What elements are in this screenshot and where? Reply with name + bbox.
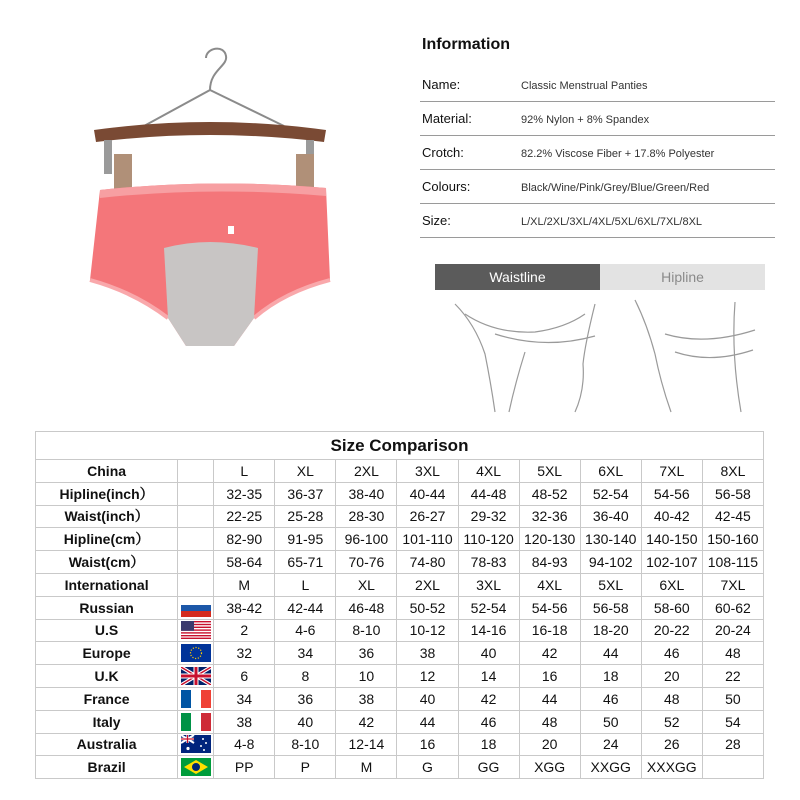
info-label: Material: — [422, 111, 472, 126]
size-row-label: U.K — [36, 665, 178, 688]
size-cell: 18 — [580, 665, 641, 688]
information-panel — [420, 36, 775, 238]
size-cell: 32-35 — [214, 482, 275, 505]
size-cell: 8 — [275, 665, 336, 688]
size-cell: 48 — [702, 642, 763, 665]
size-row — [36, 642, 764, 665]
size-cell: 16-18 — [519, 619, 580, 642]
size-row-label: Italy — [36, 710, 178, 733]
size-cell: 58-60 — [641, 596, 702, 619]
size-row-label: Europe — [36, 642, 178, 665]
size-cell: 25-28 — [275, 505, 336, 528]
size-row — [36, 528, 764, 551]
size-cell: 42 — [519, 642, 580, 665]
size-cell: 8XL — [702, 460, 763, 483]
size-cell: 22-25 — [214, 505, 275, 528]
size-cell: 40 — [275, 710, 336, 733]
size-cell: 50 — [580, 710, 641, 733]
size-cell: 10 — [336, 665, 397, 688]
info-label: Colours: — [422, 179, 471, 194]
size-cell: L — [275, 573, 336, 596]
size-cell: 46 — [641, 642, 702, 665]
size-cell: M — [336, 756, 397, 779]
size-cell: 120-130 — [519, 528, 580, 551]
size-cell: 44-48 — [458, 482, 519, 505]
size-cell: 50-52 — [397, 596, 458, 619]
size-row — [36, 482, 764, 505]
size-cell: G — [397, 756, 458, 779]
size-cell: 84-93 — [519, 551, 580, 574]
australia-flag-icon — [178, 733, 214, 756]
size-cell: 42 — [336, 710, 397, 733]
size-cell: XL — [336, 573, 397, 596]
size-cell: 108-115 — [702, 551, 763, 574]
size-cell: 4XL — [458, 460, 519, 483]
size-cell: 34 — [275, 642, 336, 665]
size-cell: 46-48 — [336, 596, 397, 619]
flag-cell — [178, 460, 214, 483]
size-cell: 38 — [397, 642, 458, 665]
size-cell: 42-45 — [702, 505, 763, 528]
info-row-colours — [420, 170, 775, 204]
size-cell: 16 — [397, 733, 458, 756]
size-cell: 32-36 — [519, 505, 580, 528]
size-row — [36, 710, 764, 733]
size-cell: L — [214, 460, 275, 483]
size-cell: 20 — [519, 733, 580, 756]
size-cell: XL — [275, 460, 336, 483]
measurement-illustration — [435, 294, 775, 414]
size-cell: 40-44 — [397, 482, 458, 505]
flag-cell — [178, 528, 214, 551]
size-cell: 150-160 — [702, 528, 763, 551]
size-cell: 18 — [458, 733, 519, 756]
size-cell: 40 — [397, 687, 458, 710]
size-row — [36, 756, 764, 779]
size-row-label: Russian — [36, 596, 178, 619]
size-cell: 6XL — [641, 573, 702, 596]
size-cell: 4XL — [519, 573, 580, 596]
size-cell: XXXGG — [641, 756, 702, 779]
size-cell: 14-16 — [458, 619, 519, 642]
size-cell: 16 — [519, 665, 580, 688]
size-cell: 65-71 — [275, 551, 336, 574]
size-cell: 36-40 — [580, 505, 641, 528]
size-cell: 12-14 — [336, 733, 397, 756]
size-cell: 36 — [275, 687, 336, 710]
size-cell: 18-20 — [580, 619, 641, 642]
size-cell: 20-22 — [641, 619, 702, 642]
size-row-label: China — [36, 460, 178, 483]
size-cell: PP — [214, 756, 275, 779]
size-cell: 20-24 — [702, 619, 763, 642]
size-cell: 2XL — [336, 460, 397, 483]
size-cell: 32 — [214, 642, 275, 665]
size-cell: 36-37 — [275, 482, 336, 505]
size-cell: 6 — [214, 665, 275, 688]
size-cell: 48 — [519, 710, 580, 733]
size-cell: XXGG — [580, 756, 641, 779]
size-cell: 24 — [580, 733, 641, 756]
size-cell: 14 — [458, 665, 519, 688]
size-cell: 110-120 — [458, 528, 519, 551]
measurement-tabs — [435, 264, 765, 290]
size-cell: 38 — [214, 710, 275, 733]
size-row-label: Hipline(inch） — [36, 482, 178, 505]
info-row-size — [420, 204, 775, 238]
info-row-material — [420, 102, 775, 136]
size-cell: GG — [458, 756, 519, 779]
info-label: Crotch: — [422, 145, 464, 160]
size-cell: 44 — [397, 710, 458, 733]
information-title: Information — [422, 36, 510, 53]
size-cell: 48-52 — [519, 482, 580, 505]
size-cell: 3XL — [397, 460, 458, 483]
size-cell: 70-76 — [336, 551, 397, 574]
size-cell: 26-27 — [397, 505, 458, 528]
info-row-crotch — [420, 136, 775, 170]
size-cell: 26 — [641, 733, 702, 756]
size-cell: 56-58 — [580, 596, 641, 619]
size-cell: 82-90 — [214, 528, 275, 551]
size-cell: 36 — [336, 642, 397, 665]
size-cell: 5XL — [580, 573, 641, 596]
size-cell: 50 — [702, 687, 763, 710]
size-cell: 101-110 — [397, 528, 458, 551]
flag-cell — [178, 482, 214, 505]
size-cell: P — [275, 756, 336, 779]
size-cell: 58-64 — [214, 551, 275, 574]
size-row — [36, 505, 764, 528]
size-cell: 2 — [214, 619, 275, 642]
size-cell: 52 — [641, 710, 702, 733]
size-cell: 38-42 — [214, 596, 275, 619]
size-cell: 7XL — [641, 460, 702, 483]
size-cell: 42-44 — [275, 596, 336, 619]
info-value: Classic Menstrual Panties — [521, 80, 648, 92]
size-cell: 2XL — [397, 573, 458, 596]
tab-waistline[interactable]: Waistline — [435, 264, 600, 290]
size-cell: 40-42 — [641, 505, 702, 528]
size-cell: 8-10 — [336, 619, 397, 642]
size-cell: 94-102 — [580, 551, 641, 574]
size-row-label: U.S — [36, 619, 178, 642]
size-cell: 52-54 — [458, 596, 519, 619]
size-row-label: International — [36, 573, 178, 596]
size-comparison-table — [35, 431, 764, 779]
size-row — [36, 460, 764, 483]
size-cell: 38 — [336, 687, 397, 710]
size-cell: 10-12 — [397, 619, 458, 642]
size-row — [36, 551, 764, 574]
size-cell: 6XL — [580, 460, 641, 483]
flag-cell — [178, 573, 214, 596]
size-row — [36, 687, 764, 710]
size-cell: M — [214, 573, 275, 596]
size-row — [36, 619, 764, 642]
size-cell: 56-58 — [702, 482, 763, 505]
size-cell: 78-83 — [458, 551, 519, 574]
usa-flag-icon — [178, 619, 214, 642]
size-cell: 74-80 — [397, 551, 458, 574]
size-row — [36, 573, 764, 596]
size-cell: 5XL — [519, 460, 580, 483]
size-cell — [702, 756, 763, 779]
product-photo — [34, 30, 402, 410]
size-cell: 140-150 — [641, 528, 702, 551]
size-cell: 96-100 — [336, 528, 397, 551]
size-row-label: Waist(cm） — [36, 551, 178, 574]
info-label: Name: — [422, 77, 461, 92]
size-row-label: Australia — [36, 733, 178, 756]
size-cell: 46 — [580, 687, 641, 710]
size-cell: 42 — [458, 687, 519, 710]
info-label: Size: — [422, 213, 451, 228]
size-cell: 44 — [519, 687, 580, 710]
uk-flag-icon — [178, 665, 214, 688]
info-value: Black/Wine/Pink/Grey/Blue/Green/Red — [521, 182, 710, 194]
size-cell: 28-30 — [336, 505, 397, 528]
size-cell: 7XL — [702, 573, 763, 596]
flag-cell — [178, 551, 214, 574]
size-comparison-title: Size Comparison — [36, 432, 764, 460]
size-cell: XGG — [519, 756, 580, 779]
size-cell: 22 — [702, 665, 763, 688]
size-cell: 38-40 — [336, 482, 397, 505]
size-cell: 4-8 — [214, 733, 275, 756]
brazil-flag-icon — [178, 756, 214, 779]
size-cell: 60-62 — [702, 596, 763, 619]
eu-flag-icon — [178, 642, 214, 665]
size-table-body — [36, 460, 764, 779]
size-cell: 46 — [458, 710, 519, 733]
size-cell: 54 — [702, 710, 763, 733]
tab-hipline[interactable]: Hipline — [600, 264, 765, 290]
size-cell: 34 — [214, 687, 275, 710]
size-row-label: France — [36, 687, 178, 710]
info-value: 82.2% Viscose Fiber + 17.8% Polyester — [521, 148, 715, 160]
size-cell: 52-54 — [580, 482, 641, 505]
size-cell: 48 — [641, 687, 702, 710]
size-cell: 28 — [702, 733, 763, 756]
size-cell: 130-140 — [580, 528, 641, 551]
size-cell: 102-107 — [641, 551, 702, 574]
size-cell: 20 — [641, 665, 702, 688]
italy-flag-icon — [178, 710, 214, 733]
russia-flag-icon — [178, 596, 214, 619]
france-flag-icon — [178, 687, 214, 710]
size-row — [36, 733, 764, 756]
size-row — [36, 665, 764, 688]
size-cell: 40 — [458, 642, 519, 665]
size-row — [36, 596, 764, 619]
size-row-label: Brazil — [36, 756, 178, 779]
size-row-label: Hipline(cm） — [36, 528, 178, 551]
size-cell: 8-10 — [275, 733, 336, 756]
info-value: L/XL/2XL/3XL/4XL/5XL/6XL/7XL/8XL — [521, 216, 703, 228]
size-cell: 12 — [397, 665, 458, 688]
size-cell: 44 — [580, 642, 641, 665]
size-cell: 54-56 — [641, 482, 702, 505]
size-cell: 29-32 — [458, 505, 519, 528]
size-cell: 54-56 — [519, 596, 580, 619]
size-row-label: Waist(inch） — [36, 505, 178, 528]
info-row-name — [420, 68, 775, 102]
info-value: 92% Nylon + 8% Spandex — [521, 114, 650, 126]
size-cell: 4-6 — [275, 619, 336, 642]
size-cell: 91-95 — [275, 528, 336, 551]
size-cell: 3XL — [458, 573, 519, 596]
flag-cell — [178, 505, 214, 528]
